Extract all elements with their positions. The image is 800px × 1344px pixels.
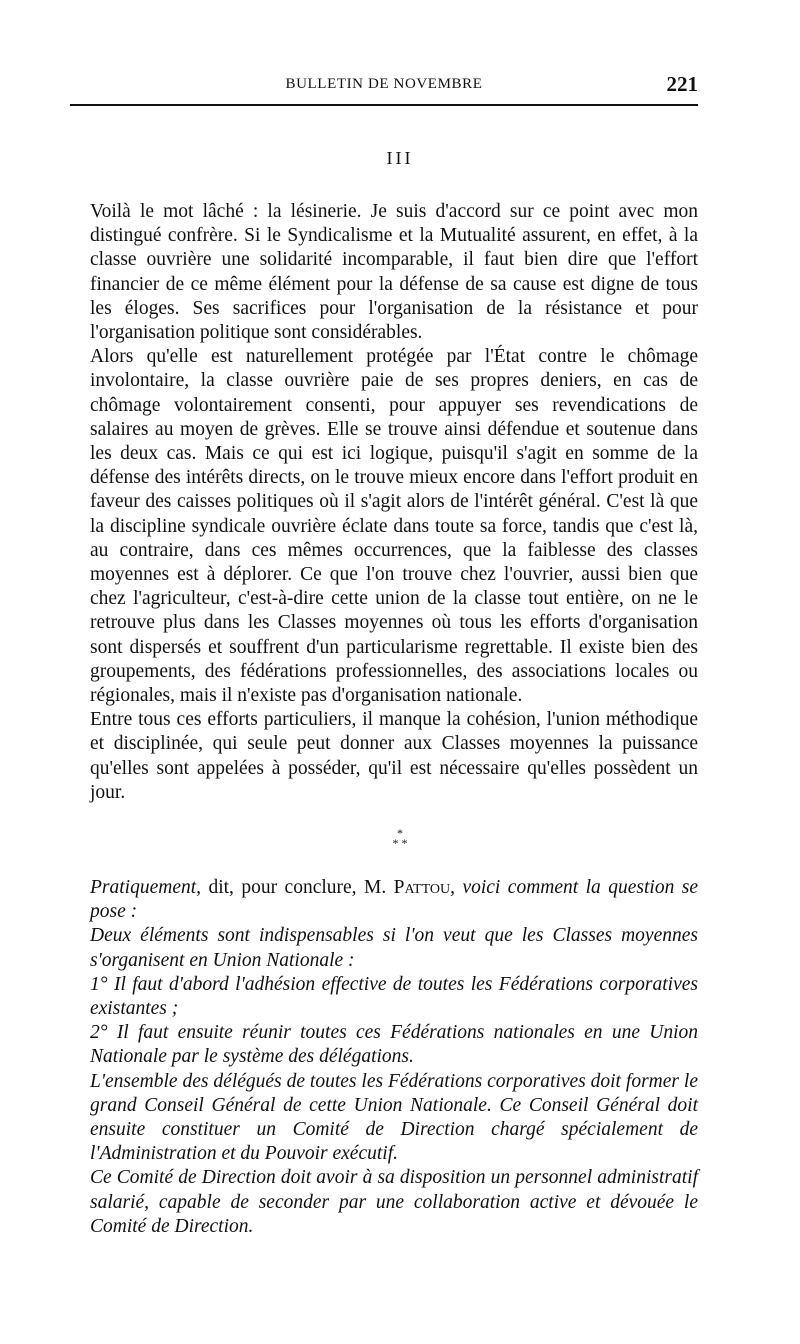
intro-attribution: dit, pour conclure, M.: [201, 877, 394, 898]
conclusion-paragraph-4: Ce Comité de Direction doit avoir à sa disposition un personnel administratif salarié, capable de seconder par une collaboration active et dévouée le Comité de Direction.: [90, 1167, 698, 1237]
conclusion-text: [90, 876, 698, 1239]
page-number: 221: [666, 72, 698, 96]
running-title: BULLETIN DE NOVEMBRE: [285, 76, 483, 92]
speaker-name: Pattou: [393, 877, 451, 898]
paragraph-3: Entre tous ces efforts particuliers, il manque la cohésion, l'union méthodique et disciplinée, qui seule peut donner aux Classes moyennes la puissance qu'elles sont appelées à posséder, qu'il est nécessaire qu'elles possèdent un jour.: [90, 709, 698, 803]
asterism-separator: [0, 828, 800, 848]
paragraph-1: Voilà le mot lâché : la lésinerie. Je suis d'accord sur ce point avec mon distingué confrère. Si le Syndicalisme et la Mutualité assurent, en effet, à la classe ouvrière une solidarité incomparable, il faut bien dire que l'effort financier de ce même élément pour la défense de sa cause est digne de tous les éloges. Ses sacrifices pour l'organisation de la résistance et pour l'organisation politique sont considérables.: [90, 201, 698, 344]
conclusion-item-2: 2° Il faut ensuite réunir toutes ces Fédérations nationales en une Union Nationale par le système des délégations.: [90, 1022, 698, 1068]
body-text: [90, 200, 698, 805]
conclusion-paragraph-3: L'ensemble des délégués de toutes les Fédérations corporatives doit former le grand Conseil Général de cette Union Nationale. Ce Conseil Général doit ensuite constituer un Comité de Direction chargé spécialement de l'Administration et du Pouvoir exécutif.: [90, 1070, 698, 1165]
intro-continuation: , voici comment la question se pose :: [90, 877, 698, 923]
paragraph-2: Alors qu'elle est naturellement protégée par l'État contre le chômage involontaire, la classe ouvrière paie de ses propres deniers, en cas de chômage volontairement consenti, pour appuyer ses revendications de salaires au moyen de grèves. Elle se trouve ainsi défendue et soutenue dans les deux cas. Mais ce qui est ici logique, puisqu'il s'agit en somme de la défense des intérêts directs, on le trouve mieux encore dans l'effort produit en faveur des caisses politiques où il s'agit alors de l'intérêt général. C'est là que la discipline syndicale ouvrière éclate dans toute sa force, tandis que c'est là, au contraire, dans ces mêmes occurrences, que la faiblesse des classes moyennes est à déplorer. Ce que l'on trouve chez l'ouvrier, aussi bien que chez l'agriculteur, c'est-à-dire cette union de la classe tout entière, on ne le retrouve plus dans les Classes moyennes où tous les efforts d'organisation sont dispersés et souffrent d'un particularisme regrettable. Il existe bien des groupements, des fédérations professionnelles, des associations locales ou régionales, mais il n'existe pas d'organisation nationale.: [90, 346, 698, 707]
conclusion-intro: [90, 876, 698, 924]
asterism-bottom: * *: [392, 836, 408, 850]
running-head: [70, 72, 698, 102]
conclusion-item-1: 1° Il faut d'abord l'adhésion effective de toutes les Fédérations corporatives existantes ;: [90, 973, 698, 1020]
section-numeral: III: [386, 148, 414, 168]
intro-word: Pratiquement,: [90, 877, 202, 898]
conclusion-line-1: Deux éléments sont indispensables si l'on veut que les Classes moyennes s'organisent en Union Nationale :: [90, 925, 698, 971]
asterism-top: *: [397, 826, 403, 840]
header-rule: [70, 104, 698, 106]
